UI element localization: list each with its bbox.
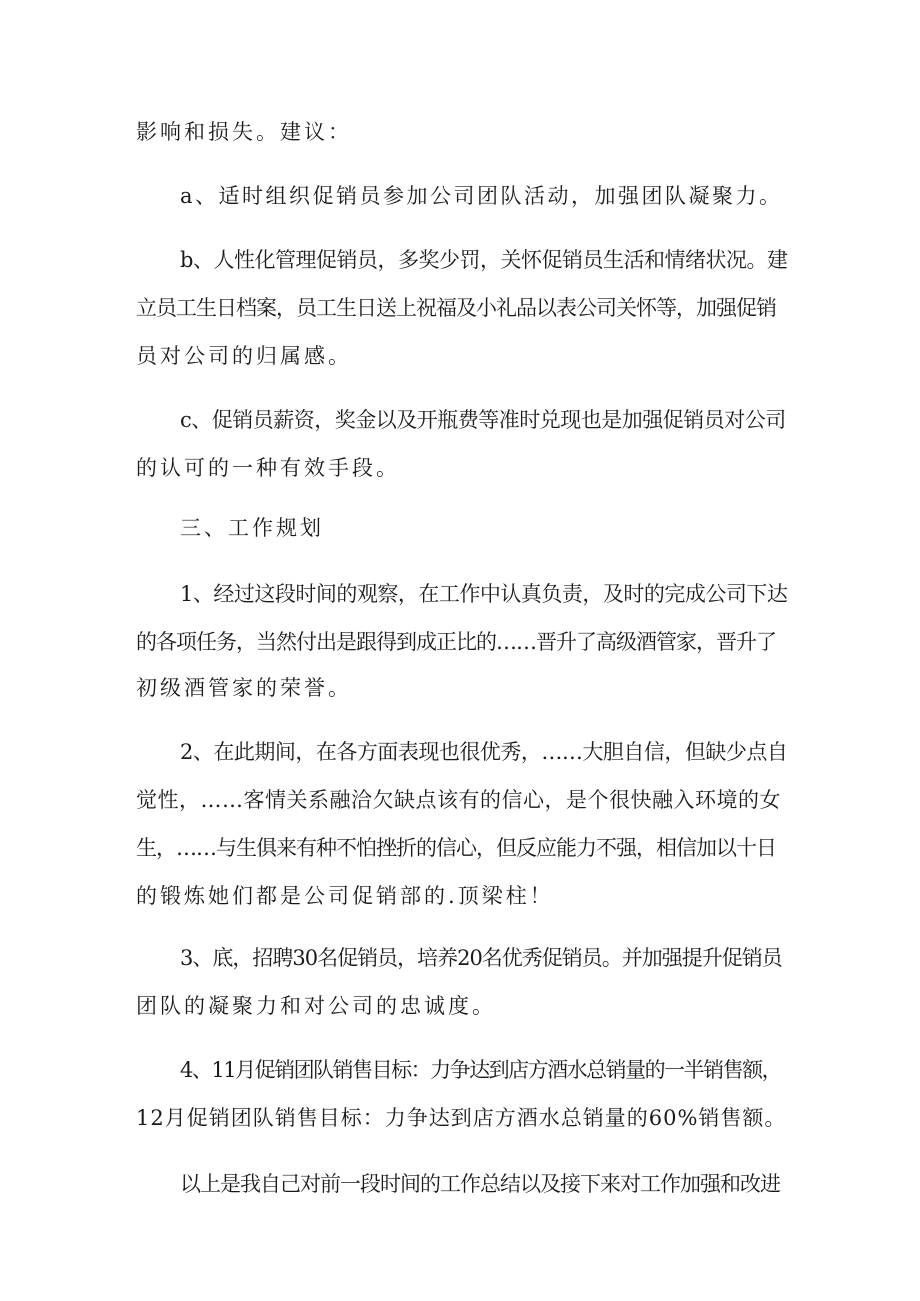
text-line: 2、在此期间，在各方面表现也很优秀，……大胆自信，但缺少点自 <box>180 740 788 764</box>
text-line: 以上是我自己对前一段时间的工作总结以及接下来对工作加强和改进 <box>180 1172 780 1196</box>
text-line: 的认可的一种有效手段。 <box>136 456 400 480</box>
text-line: 初级酒管家的荣誉。 <box>136 676 352 700</box>
text-line: 的各项任务，当然付出是跟得到成正比的……晋升了高级酒管家，晋升了 <box>136 630 776 654</box>
text-line: 3、底，招聘30名促销员，培养20名优秀促销员。并加强提升促销员 <box>180 946 782 970</box>
text-line: 员对公司的归属感。 <box>136 344 352 368</box>
text-line: 觉性，……客情关系融洽欠缺点该有的信心，是个很快融入环境的女 <box>136 788 781 812</box>
text-line: 的锻炼她们都是公司促销部的.顶梁柱！ <box>136 884 554 908</box>
text-line: 4、11月促销团队销售目标：力争达到店方酒水总销量的一半销售额， <box>180 1058 782 1082</box>
text-line: 12月促销团队销售目标：力争达到店方酒水总销量的60%销售额。 <box>136 1106 787 1130</box>
text-line: 影响和损失。建议： <box>136 120 352 144</box>
text-line: c、促销员薪资，奖金以及开瓶费等准时兑现也是加强促销员对公司 <box>180 408 786 432</box>
text-line: 团队的凝聚力和对公司的忠诚度。 <box>136 994 496 1018</box>
text-line: 1、经过这段时间的观察，在工作中认真负责，及时的完成公司下达 <box>180 582 788 606</box>
text-line: b、人性化管理促销员，多奖少罚，关怀促销员生活和情绪状况。建 <box>180 248 788 272</box>
text-line: 生，……与生俱来有种不怕挫折的信心，但反应能力不强，相信加以十日 <box>136 836 776 860</box>
section-heading: 三、工作规划 <box>180 516 324 540</box>
text-line: 立员工生日档案，员工生日送上祝福及小礼品以表公司关怀等，加强促销 <box>136 296 776 320</box>
text-line: a、适时组织促销员参加公司团队活动，加强团队凝聚力。 <box>180 184 783 208</box>
